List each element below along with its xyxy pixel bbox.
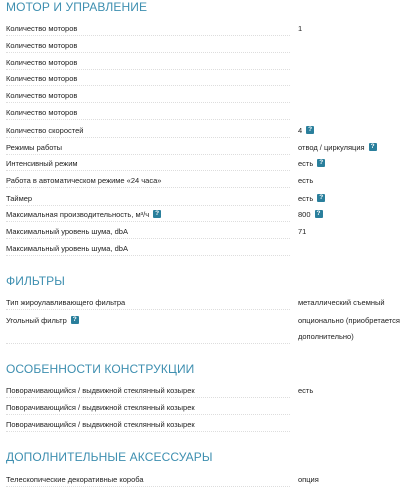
spec-label: Таймер: [6, 194, 33, 203]
spec-label: Количество моторов: [6, 91, 78, 100]
spec-label: Телескопические декоративные короба: [6, 475, 144, 484]
help-icon[interactable]: ?: [317, 159, 325, 167]
spec-label: Количество моторов: [6, 74, 78, 83]
section-title-construction: ОСОБЕННОСТИ КОНСТРУКЦИИ: [6, 362, 195, 376]
spec-value: 1: [298, 24, 303, 33]
spec-label-capacity: [6, 210, 161, 219]
spec-value-timer: [298, 194, 325, 203]
row-divider: [6, 221, 290, 222]
row-divider: [6, 35, 290, 36]
row-divider: [6, 205, 290, 206]
row-divider: [6, 119, 290, 120]
spec-label: Количество скоростей: [6, 126, 84, 135]
spec-value-text: есть: [298, 194, 314, 203]
row-divider: [6, 486, 290, 487]
row-divider: [6, 52, 290, 53]
row-divider: [6, 69, 290, 70]
help-icon[interactable]: ?: [369, 143, 377, 151]
spec-value: есть: [298, 386, 314, 395]
spec-value: 71: [298, 227, 307, 236]
spec-value-text: отвод / циркуляция: [298, 143, 365, 152]
row-divider: [6, 255, 290, 256]
spec-value-intensive: [298, 159, 325, 168]
section-title-motor: МОТОР И УПРАВЛЕНИЕ: [6, 0, 148, 14]
row-divider: [6, 102, 290, 103]
spec-label-text: Максимальная производительность, м³/ч: [6, 210, 150, 219]
spec-label: Поворачивающийся / выдвижной стеклянный козырек: [6, 420, 195, 429]
row-divider: [6, 170, 290, 171]
spec-value-text: есть: [298, 159, 314, 168]
spec-value-capacity: [298, 210, 323, 219]
help-icon[interactable]: ?: [317, 194, 325, 202]
help-icon[interactable]: ?: [315, 210, 323, 218]
row-divider: [6, 343, 290, 344]
spec-label: Количество моторов: [6, 108, 78, 117]
row-divider: [6, 238, 290, 239]
section-title-filters: ФИЛЬТРЫ: [6, 274, 65, 288]
spec-label: Интенсивный режим: [6, 159, 78, 168]
spec-label: Тип жироулавливающего фильтра: [6, 298, 126, 307]
spec-value-modes: [298, 143, 377, 152]
spec-label: Количество моторов: [6, 58, 78, 67]
row-divider: [6, 187, 290, 188]
spec-value: опционально (приобретается: [298, 316, 400, 325]
spec-label: Количество моторов: [6, 24, 78, 33]
help-icon[interactable]: ?: [153, 210, 161, 218]
help-icon[interactable]: ?: [71, 316, 79, 324]
spec-value: металлический съемный: [298, 298, 385, 307]
row-divider: [6, 397, 290, 398]
row-divider: [6, 154, 290, 155]
spec-label: Максимальный уровень шума, dbA: [6, 227, 128, 236]
row-divider: [6, 137, 290, 138]
spec-label: Количество моторов: [6, 41, 78, 50]
spec-value: есть: [298, 176, 314, 185]
spec-value-continued: дополнительно): [298, 332, 354, 341]
spec-label-carbon: [6, 316, 79, 325]
spec-value-text: 800: [298, 210, 311, 219]
section-title-accessories: ДОПОЛНИТЕЛЬНЫЕ АКСЕССУАРЫ: [6, 450, 213, 464]
row-divider: [6, 414, 290, 415]
spec-value-speeds: [298, 126, 314, 135]
row-divider: [6, 431, 290, 432]
spec-label: Максимальный уровень шума, dbA: [6, 244, 128, 253]
row-divider: [6, 85, 290, 86]
spec-value-text: 4: [298, 126, 303, 135]
row-divider: [6, 309, 290, 310]
spec-label: Поворачивающийся / выдвижной стеклянный козырек: [6, 386, 195, 395]
spec-label: Поворачивающийся / выдвижной стеклянный козырек: [6, 403, 195, 412]
help-icon[interactable]: ?: [306, 126, 314, 134]
spec-value: опция: [298, 475, 319, 484]
spec-label: Режимы работы: [6, 143, 63, 152]
spec-label: Работа в автоматическом режиме «24 часа»: [6, 176, 162, 185]
spec-label-text: Угольный фильтр: [6, 316, 67, 325]
